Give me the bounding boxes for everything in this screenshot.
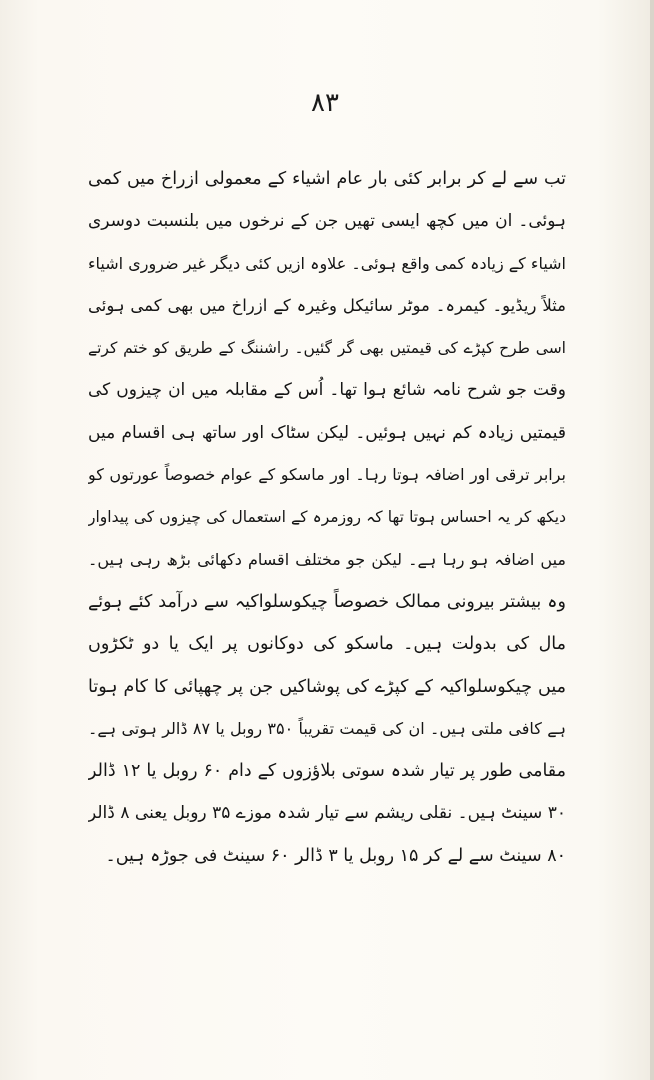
- text-line: مقامی طور پر تیار شدہ سوتی بلاؤزوں کے دام ۶۰ روبل یا ۱۲ ڈالر: [88, 761, 566, 782]
- text-line: قیمتیں زیادہ کم نہیں ہوئیں۔ لیکن سٹاک اور ساتھ ہی اقسام میں: [88, 422, 566, 443]
- text-line: مال کی بدولت ہیں۔ ماسکو کی دوکانوں پر ایک یا دو ٹکڑوں: [88, 634, 566, 655]
- text-line: ہوئی۔ ان میں کچھ ایسی تھیں جن کے نرخوں میں بلنسبت دوسری: [88, 211, 566, 232]
- text-line: ہے کافی ملتی ہیں۔ ان کی قیمت تقریباً ۳۵۰ روبل یا ۸۷ ڈالر ہوتی ہے۔: [88, 718, 566, 738]
- text-line: ۸۰ سینٹ سے لے کر ۱۵ روبل یا ۳ ڈالر ۶۰ سینٹ فی جوڑہ ہیں۔: [105, 845, 566, 866]
- text-line: مثلاً ریڈیو۔ کیمرہ۔ موٹر سائیکل وغیرہ کے ازراخ میں بھی کمی ہوئی: [88, 295, 566, 315]
- text-line: تب سے لے کر برابر کئی بار عام اشیاء کے معمولی ازراخ میں کمی: [88, 169, 566, 189]
- text-line: میں اضافہ ہو رہا ہے۔ لیکن جو مختلف اقسام دکھائی بڑھ رہی ہیں۔: [88, 549, 566, 569]
- text-line: ۳۰ سینٹ ہیں۔ نقلی ریشم سے تیار شدہ موزے ۳۵ روبل یعنی ۸ ڈالر: [88, 803, 566, 824]
- text-line: میں چیکوسلواکیہ کے کپڑے کی پوشاکیں جن پر چھپائی کا کام ہوتا: [88, 676, 566, 697]
- text-line: دیکھ کر یہ احساس ہوتا تھا کہ روزمرہ کے استعمال کی چیزوں کی پیداوار: [88, 508, 566, 527]
- text-line: وقت جو شرح نامہ شائع ہوا تھا۔ اُس کے مقابلہ میں ان چیزوں کی: [88, 380, 566, 401]
- page-number: ۸۳: [311, 88, 339, 118]
- body-text: [88, 158, 566, 877]
- text-line: برابر ترقی اور اضافہ ہوتا رہا۔ اور ماسکو کے عوام خصوصاً عورتوں کو: [88, 465, 566, 485]
- text-line: وہ بیشتر بیرونی ممالک خصوصاً چیکوسلواکیہ سے درآمد کئے ہوئے: [88, 591, 566, 612]
- text-line: اسی طرح کپڑے کی قیمتیں بھی گر گئیں۔ راشننگ کے طریق کو ختم کرتے: [88, 339, 566, 358]
- text-line: اشیاء کے زیادہ کمی واقع ہوئی۔ علاوہ ازیں کئی دیگر غیر ضروری اشیاء: [88, 253, 566, 273]
